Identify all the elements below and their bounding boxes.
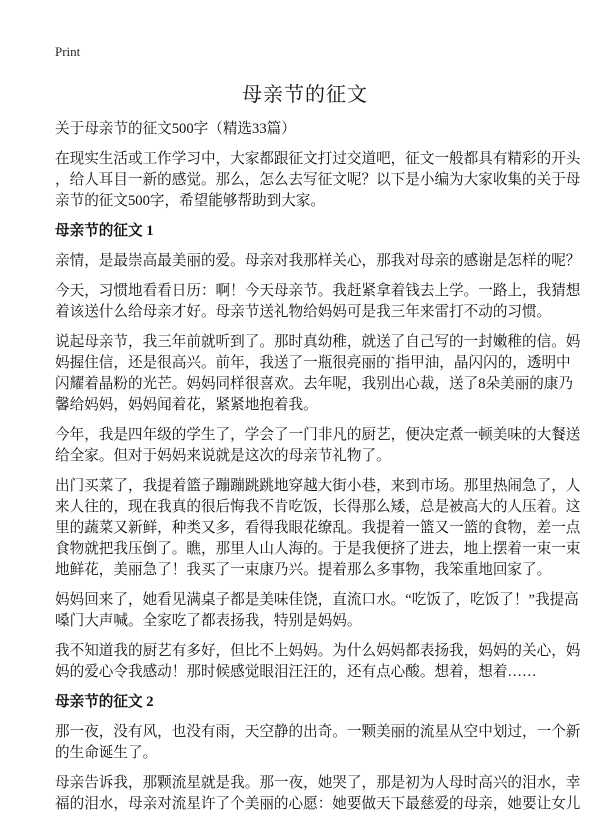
text-line: 母亲节的征文 2 [55, 694, 154, 710]
text-line: 今天，习惯地看看日历：啊！今天母亲节。我赶紧拿着钱去上学。一路上，我猜想 [55, 283, 581, 299]
text-line: ，给人耳目一新的感觉。那么，怎么去写征文呢？以下是小编为大家收集的关于母 [55, 172, 581, 188]
paragraph [55, 281, 581, 323]
paragraph [55, 590, 579, 632]
text-line: 里的蔬菜又新鲜，种类又多，看得我眼花缭乱。我提着一篮又一篮的食物，差一点 [55, 520, 581, 536]
text-line: 地鲜花，美丽急了！我买了一束康乃兴。提着那么多事物，我笨重地回家了。 [55, 562, 552, 578]
paragraph [55, 149, 581, 212]
text-line: 食物就把我压倒了。瞧，那里人山人海的。于是我便挤了进去，地上摆着一束一束 [55, 541, 581, 557]
text-line: 关于母亲节的征文500字（精选33篇） [55, 121, 296, 137]
text-line: 亲节的征文500字，希望能够帮助到大家。 [55, 193, 325, 209]
paragraph [55, 251, 581, 272]
text-line: 那一夜，没有风，也没有雨，天空静的出奇。一颗美丽的流星从空中划过，一个新 [55, 724, 581, 740]
text-line: 母亲告诉我，那颗流星就是我。那一夜，她哭了，那是初为人母时高兴的泪水，幸 [55, 775, 581, 791]
text-line: 闪耀着晶粉的光芒。妈妈同样很喜欢。去年呢，我别出心裁，送了8朵美丽的康乃 [55, 376, 574, 392]
text-line: 嗓门大声喊。全家吃了都表扬我，特别是妈妈。 [55, 613, 362, 629]
paragraph [55, 722, 581, 764]
text-line: 的生命诞生了。 [55, 745, 158, 761]
paragraph [55, 773, 581, 815]
paragraph [55, 119, 555, 140]
text-line: 福的泪水，母亲对流星许了个美丽的心愿：她要做天下最慈爱的母亲，她要让女儿 [55, 796, 581, 812]
text-line: 在现实生活或工作学习中，大家都跟征文打过交道吧，征文一般都具有精彩的开头 [55, 151, 581, 167]
paragraph [55, 641, 581, 683]
text-line: 妈的爱心令我感动！那时候感觉眼泪汪汪的，还有点心酸。想着，想着…… [55, 664, 537, 680]
text-line: 妈握住信，还是很高兴。前年，我送了一瓶很亮丽的`指甲油，晶闪闪的，透明中 [55, 355, 571, 371]
text-line: 说起母亲节，我三年前就听到了。那时真幼稚，就送了自己写的一封嫩稚的信。妈 [55, 334, 581, 350]
section-heading [55, 221, 555, 242]
paragraph [55, 476, 581, 581]
paragraph [55, 332, 581, 416]
document-body [55, 119, 581, 815]
text-line: 给全家。但对于妈妈来说就是这次的母亲节礼物了。 [55, 448, 391, 464]
section-heading [55, 692, 555, 713]
text-line: 我不知道我的厨艺有多好，但比不上妈妈。为什么妈妈都表扬我，妈妈的关心，妈 [55, 643, 581, 659]
text-line: 馨给妈妈，妈妈闻着花，紧紧地抱着我。 [55, 397, 318, 413]
text-line: 着该送什么给母亲才好。母亲节送礼物给妈妈可是我三年来雷打不动的习惯。 [55, 304, 552, 320]
text-line: 来人往的，现在我真的很后悔我不肯吃饭，长得那么矮，总是被高大的人压着。这 [55, 499, 581, 515]
text-line: 妈妈回来了，她看见满桌子都是美味佳饶，直流口水。“吃饭了，吃饭了！”我提高 [55, 592, 579, 608]
print-link[interactable]: Print [55, 44, 81, 59]
document-title: 母亲节的征文 [242, 84, 368, 106]
text-line: 亲情，是最崇高最美丽的爱。母亲对我那样关心，那我对母亲的感谢是怎样的呢？ [55, 253, 581, 269]
text-line: 母亲节的征文 1 [55, 223, 154, 239]
document-page [55, 44, 581, 824]
text-line: 出门买菜了，我提着篮子蹦蹦跳跳地穿越大街小巷，来到市场。那里热闹急了，人 [55, 478, 581, 494]
paragraph [55, 425, 581, 467]
text-line: 今年，我是四年级的学生了，学会了一门非凡的厨艺，便决定煮一顿美味的大餐送 [55, 427, 581, 443]
